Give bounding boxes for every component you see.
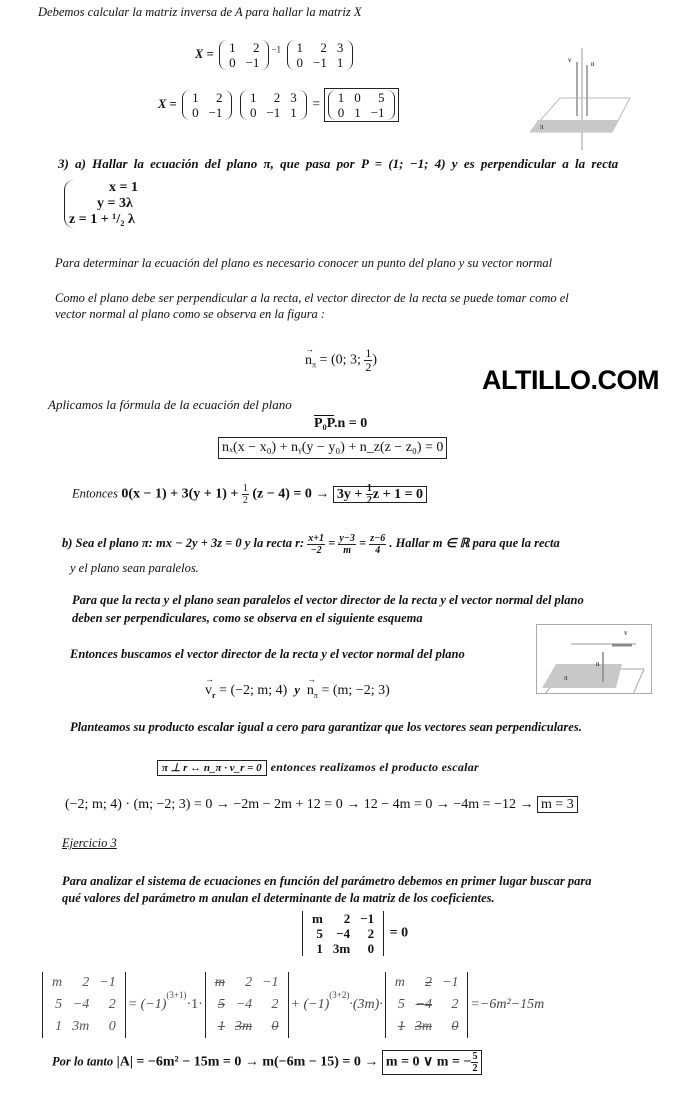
matrix-cell: −4 (415, 997, 433, 1012)
matrix-cell: 1 (229, 40, 236, 55)
matrix-cell: 1 (296, 40, 304, 55)
matrix-cell: 0 (451, 1019, 459, 1034)
matrix-cell: 3 (336, 40, 344, 55)
matrix-cell: m (394, 975, 405, 990)
plane-normal-figure (530, 48, 640, 150)
vectors-equation: → $v_r = (-2$; m; 4) $y \to n_\pi = (m$; −2; 3) (205, 683, 390, 700)
expansion-determinant (42, 972, 126, 1038)
matrix-cell: 5 (55, 997, 63, 1012)
svg-text:π: π (564, 674, 568, 682)
matrix-cell: 1 (249, 90, 257, 105)
determinant-expansion: m 2 −1 5 −4 2 1 3m 0 = (−1) $^{(3+1)}$ ·1· m 2 −1 5 −4 2 1 3m 0 + (−1) $^{(3+2)}$ ·(3m)· m 2 −1 5 −4 2 1 3m 0 =−6m²−15m (40, 972, 544, 1038)
paragraph-system-1: Para analizar el sistema de ecuaciones en función del parámetro debemos en primer lugar buscar para (62, 874, 592, 888)
matrix-cell: 0 (229, 55, 236, 70)
matrix-cell: 2 (82, 975, 90, 990)
matrix-cell: 0 (337, 105, 345, 120)
matrix-cell: 1 (55, 1019, 63, 1034)
matrix-b (240, 90, 307, 120)
matrix-cell: −4 (72, 997, 90, 1012)
matrix-cell: −1 (370, 105, 385, 120)
matrix-cell: 1 (217, 1019, 225, 1034)
matrix-cell: m (52, 975, 63, 990)
matrix-cell: 3m (234, 1019, 253, 1034)
matrix-cell: −1 (360, 911, 375, 926)
paragraph-dot-product: Planteamos su producto escalar igual a cero para garantizar que los vectores sean perpendiculares. (70, 720, 582, 734)
intro-text: Debemos calcular la matriz inversa de A para hallar la matriz X (38, 5, 362, 19)
svg-text:v: v (568, 56, 572, 64)
p0p-equation: P₀P.n = 0 (314, 416, 368, 431)
minor-determinant-1 (205, 972, 289, 1038)
matrix-cell: m (312, 911, 323, 926)
matrix-cell: 5 (217, 997, 225, 1012)
matrix-cell: 0 (296, 55, 304, 70)
matrix-cell: 1 (192, 90, 199, 105)
matrix-cell: 2 (343, 911, 351, 926)
matrix-cell: −1 (208, 105, 223, 120)
matrix-cell: 3 (290, 90, 297, 105)
matrix-cell: −1 (262, 975, 279, 990)
matrix-cell: 5 (316, 926, 323, 941)
matrix-cell: 2 (320, 40, 327, 55)
matrix-cell: 0 (354, 90, 361, 105)
matrix-cell: 0 (271, 1019, 279, 1034)
svg-text:v: v (624, 629, 628, 637)
final-result-box: m = 0 ∨ m = − $\frac{5}{2}$ (382, 1050, 483, 1075)
matrix-cell: −1 (266, 105, 281, 120)
matrix-cell: 1 (290, 105, 297, 120)
matrix-cell: 3m (332, 941, 351, 956)
matrix-cell: −4 (336, 926, 351, 941)
matrix-cell: 1 (337, 90, 345, 105)
matrix-cell: 0 (249, 105, 257, 120)
matrix-cell: 2 (451, 997, 459, 1012)
matrix-a (219, 40, 269, 70)
matrix-cell: 3m (414, 1019, 433, 1034)
svg-text:n: n (591, 60, 595, 68)
exercise-3-heading: Ejercicio 3 (62, 836, 117, 850)
equation-x-result: X = 1 2 0 −1 1 2 3 0 −1 1 = 1 0 5 0 1 −1 (158, 88, 399, 122)
parallel-figure (536, 624, 652, 694)
matrix-cell: 1 (354, 105, 361, 120)
normal-vector-equation: → $n_\pi = (0$; 3; $\frac{1}{2}$ ) (305, 347, 377, 374)
plane-formula-box: nₓ(x − x₀) + nᵧ(y − y₀) + n_z(z − z₀) = 0 (218, 437, 447, 459)
question-3b-line2: y el plano sean paralelos. (70, 561, 199, 575)
matrix-cell: 1 (316, 941, 323, 956)
paragraph-normal-1: Como el plano debe ser perpendicular a la recta, el vector director de la recta se puede tomar como el (55, 291, 569, 305)
paragraph-find-vectors: Entonces buscamos el vector director de la recta y el vector normal del plano (70, 647, 465, 661)
altillo-logo: ALTILLO.COM (482, 365, 659, 395)
matrix-cell: 5 (378, 90, 385, 105)
determinant-equation: m 2 −1 5 −4 2 1 3m 0 = 0 (300, 911, 408, 956)
equation-x-inverse: X = 1 2 0 −1 $^{-1}$ 1 2 3 0 −1 1 (195, 40, 355, 70)
matrix-cell: −1 (442, 975, 459, 990)
matrix-cell: 2 (425, 975, 433, 990)
matrix-cell: 5 (397, 997, 405, 1012)
matrix-cell: 2 (273, 90, 281, 105)
question-3b: b) Sea el plano π: mx − 2y + 3z = 0 y la recta r: $\frac{x+1}{-2}$ = $\frac{y-3}{m}$ = $\frac{z-6}{4}$ . Hallar m ∈ ℝ para que la recta (62, 532, 560, 556)
question-3a: 3) a) Hallar la ecuación del plano π, que pasa por P = (1; −1; 4) y es perpendicular a la recta (58, 156, 619, 171)
conclusion-equation: Por lo tanto |A| = −6m² − 15m = 0 → m(−6m − 15) = 0 → m = 0 ∨ m = − $\frac{5}{2}$ (52, 1050, 482, 1075)
matrix-cell: m (214, 975, 225, 990)
paragraph-system-2: qué valores del parámetro m anulan el determinante de la matriz de los coeficientes. (62, 891, 495, 905)
matrix-cell: 3m (72, 1019, 90, 1034)
matrix-cell: 2 (215, 90, 223, 105)
paragraph-parallel-1: Para que la recta y el plano sean paralelos el vector director de la recta y el vector normal del plano (72, 593, 584, 607)
matrix-cell: 0 (108, 1019, 116, 1034)
matrix-cell: 2 (271, 997, 279, 1012)
matrix-cell: 2 (367, 926, 375, 941)
coefficient-determinant (302, 911, 384, 956)
matrix-cell: 2 (245, 975, 253, 990)
matrix-result (328, 90, 395, 120)
svg-text:π: π (540, 123, 544, 131)
matrix-cell: 1 (336, 55, 344, 70)
minor-determinant-2 (385, 972, 469, 1038)
paragraph-parallel-2: deben ser perpendiculares, como se observa en el siguiente esquema (72, 611, 423, 625)
matrix-cell: 0 (367, 941, 375, 956)
matrix-cell: −4 (235, 997, 253, 1012)
plane-equation-result: Entonces 0(x − 1) + 3(y + 1) + $\frac{1}{2}$ (z − 4) = 0 → 3y + $\frac{1}{2}$ z + 1 = 0 (72, 483, 427, 506)
matrix-cell: 2 (108, 997, 116, 1012)
line-system: x = 1 y = 3λ z = 1 + ¹/₂ λ (64, 180, 138, 228)
matrix-cell: 0 (192, 105, 199, 120)
matrix-cell: −1 (313, 55, 327, 70)
matrix-cell: 2 (252, 40, 260, 55)
svg-text:n: n (596, 660, 600, 668)
paragraph-normal-2: vector normal al plano como se observa en la figura : (55, 307, 326, 321)
matrix-a-inverse (182, 90, 232, 120)
m-result-box: m = 3 (537, 796, 578, 813)
matrix-cell: 1 (397, 1019, 405, 1034)
matrix-b (287, 40, 354, 70)
result-box: 3y + $\frac{1}{2}$ z + 1 = 0 (333, 486, 427, 503)
paragraph-plane-requirements: Para determinar la ecuación del plano es necesario conocer un punto del plano y su vector normal (55, 256, 553, 270)
paragraph-formula-intro: Aplicamos la fórmula de la ecuación del plano (48, 397, 292, 412)
matrix-cell: −1 (245, 55, 260, 70)
dot-product-equation: (−2; m; 4) · (m; −2; 3) = 0 → −2m − 2m + 12 = 0 → 12 − 4m = 0 → −4m = −12 → m = 3 (65, 797, 578, 813)
matrix-cell: −1 (99, 975, 116, 990)
perpendicular-condition: π ⊥ r ↔ n_π · v_r = 0 entonces realizamos el producto escalar (157, 758, 479, 776)
